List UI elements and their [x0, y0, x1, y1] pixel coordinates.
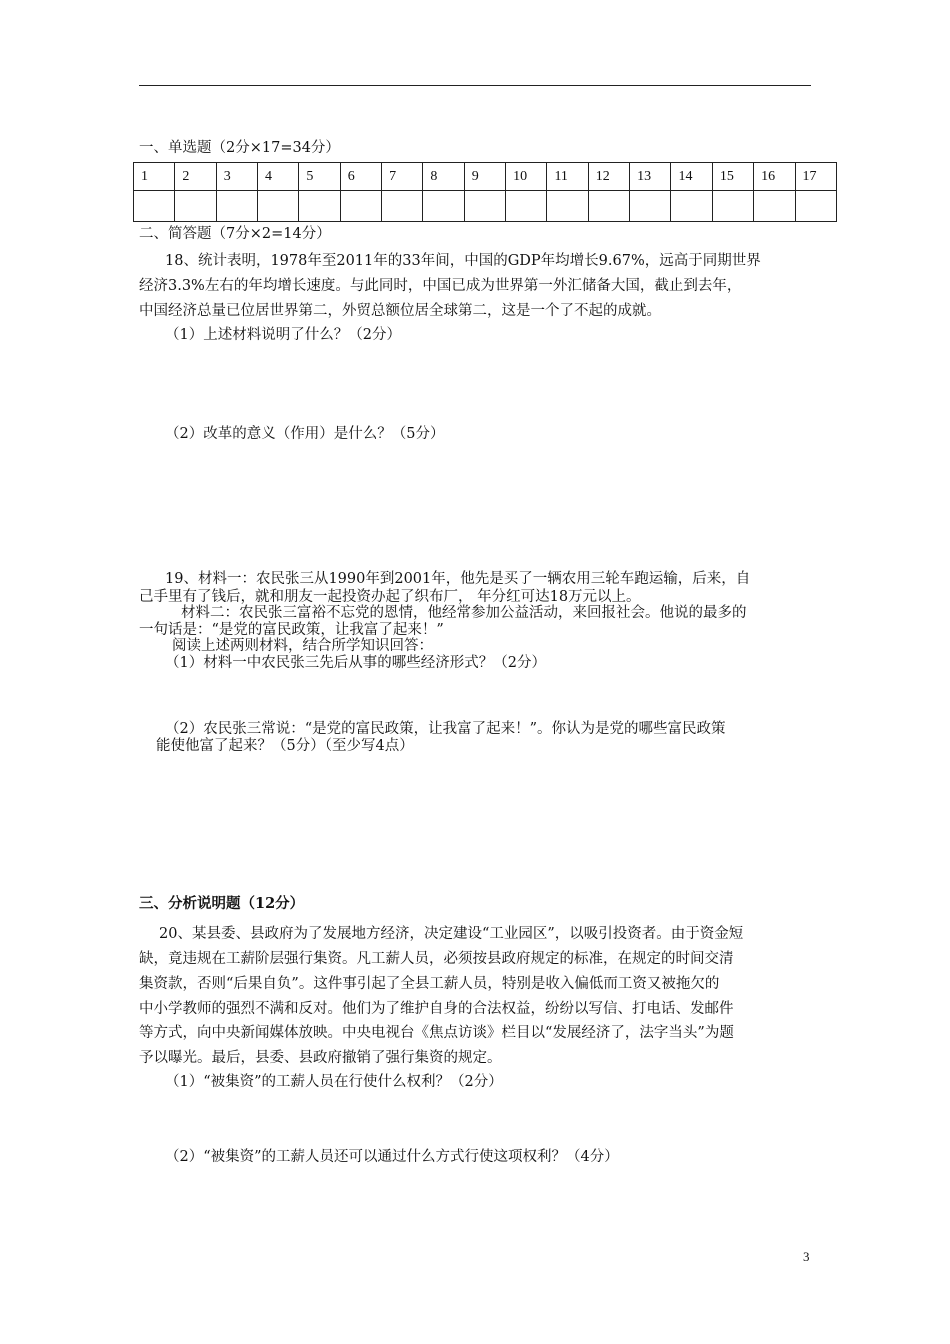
q19-line: 己手里有了钱后，就和朋友一起投资办起了织布厂， 年分红可达18万元以上。 — [139, 589, 641, 605]
q19-line: 19、材料一：农民张三从1990年到2001年，他先是买了一辆农用三轮车跑运输，后来，自 — [165, 571, 751, 587]
answer-cell[interactable] — [506, 191, 547, 222]
answer-cell[interactable] — [382, 191, 423, 222]
answer-col-header: 12 — [588, 163, 629, 191]
q19-sub2: 能使他富了起来？（5分）（至少写4点） — [156, 738, 414, 754]
q20-sub1: （1）“被集资”的工薪人员在行使什么权利？（2分） — [165, 1074, 503, 1090]
answer-col-header: 11 — [547, 163, 588, 191]
answer-cell[interactable] — [175, 191, 216, 222]
answer-col-header: 3 — [216, 163, 257, 191]
q20-sub2: （2）“被集资”的工薪人员还可以通过什么方式行使这项权利？（4分） — [165, 1149, 619, 1165]
answer-col-header: 6 — [340, 163, 381, 191]
answer-col-header: 1 — [134, 163, 175, 191]
answer-col-header: 5 — [299, 163, 340, 191]
answer-cell[interactable] — [423, 191, 464, 222]
answer-col-header: 7 — [382, 163, 423, 191]
answer-col-header: 8 — [423, 163, 464, 191]
answer-cell[interactable] — [258, 191, 299, 222]
answer-cell[interactable] — [671, 191, 712, 222]
q20-line: 20、某县委、县政府为了发展地方经济，决定建设“工业园区”，以吸引投资者。由于资金短 — [159, 926, 744, 942]
answer-cell[interactable] — [630, 191, 671, 222]
page-number: 3 — [803, 1249, 810, 1264]
q20-line: 予以曝光。最后，县委、县政府撤销了强行集资的规定。 — [139, 1050, 502, 1066]
q20-line: 等方式，向中央新闻媒体放映。中央电视台《焦点访谈》栏目以“发展经济了，法字当头”为题 — [139, 1025, 734, 1041]
q20-line: 中小学教师的强烈不满和反对。他们为了维护自身的合法权益，纷纷以写信、打电话、发邮件 — [139, 1001, 734, 1017]
answer-cell[interactable] — [795, 191, 837, 222]
answer-cell[interactable] — [340, 191, 381, 222]
answer-col-header: 15 — [712, 163, 753, 191]
answer-col-header: 17 — [795, 163, 837, 191]
q20-line: 集资款，否则“后果自负”。这件事引起了全县工薪人员，特别是收入偏低而工资又被拖欠的 — [139, 976, 720, 992]
q19-line: 阅读上述两则材料，结合所学知识回答： — [172, 638, 433, 654]
answer-table-header-row — [134, 163, 837, 191]
answer-col-header: 9 — [464, 163, 505, 191]
q19-sub1: （1）材料一中农民张三先后从事的哪些经济形式？（2分） — [165, 655, 546, 671]
q20-line: 缺，竟违规在工薪阶层强行集资。凡工薪人员，必须按县政府规定的标准，在规定的时间交清 — [139, 951, 734, 967]
answer-table-blank-row — [134, 191, 837, 222]
answer-cell[interactable] — [216, 191, 257, 222]
answer-table — [133, 162, 837, 222]
answer-cell[interactable] — [754, 191, 795, 222]
section-2-title: 二、简答题（7分×2=14分） — [139, 226, 331, 242]
q18-sub1: （1）上述材料说明了什么？（2分） — [165, 327, 401, 343]
answer-col-header: 10 — [506, 163, 547, 191]
q18-line: 经济3.3%左右的年均增长速度。与此同时，中国已成为世界第一外汇储备大国，截止到去年， — [139, 278, 742, 294]
answer-cell[interactable] — [588, 191, 629, 222]
answer-cell[interactable] — [299, 191, 340, 222]
answer-cell[interactable] — [464, 191, 505, 222]
q19-line: 材料二：农民张三富裕不忘党的恩情，他经常参加公益活动，来回报社会。他说的最多的 — [181, 605, 747, 621]
answer-col-header: 16 — [754, 163, 795, 191]
answer-col-header: 13 — [630, 163, 671, 191]
q18-line: 18、统计表明，1978年至2011年的33年间，中国的GDP年均增长9.67%，远高于同期世界 — [165, 253, 761, 269]
answer-cell[interactable] — [134, 191, 175, 222]
answer-col-header: 2 — [175, 163, 216, 191]
q18-line: 中国经济总量已位居世界第二，外贸总额位居全球第二，这是一个了不起的成就。 — [139, 303, 661, 319]
q19-line: 一句话是：“是党的富民政策，让我富了起来！” — [139, 622, 444, 638]
q18-sub2: （2）改革的意义（作用）是什么？（5分） — [165, 426, 445, 442]
answer-col-header: 14 — [671, 163, 712, 191]
answer-cell[interactable] — [712, 191, 753, 222]
q19-sub2: （2）农民张三常说：“是党的富民政策，让我富了起来！”。你认为是党的哪些富民政策 — [165, 721, 726, 737]
section-3-title: 三、分析说明题（12分） — [139, 895, 305, 912]
section-1-title: 一、单选题（2分×17=34分） — [139, 140, 340, 156]
answer-col-header: 4 — [258, 163, 299, 191]
header-rule — [139, 85, 811, 86]
answer-cell[interactable] — [547, 191, 588, 222]
